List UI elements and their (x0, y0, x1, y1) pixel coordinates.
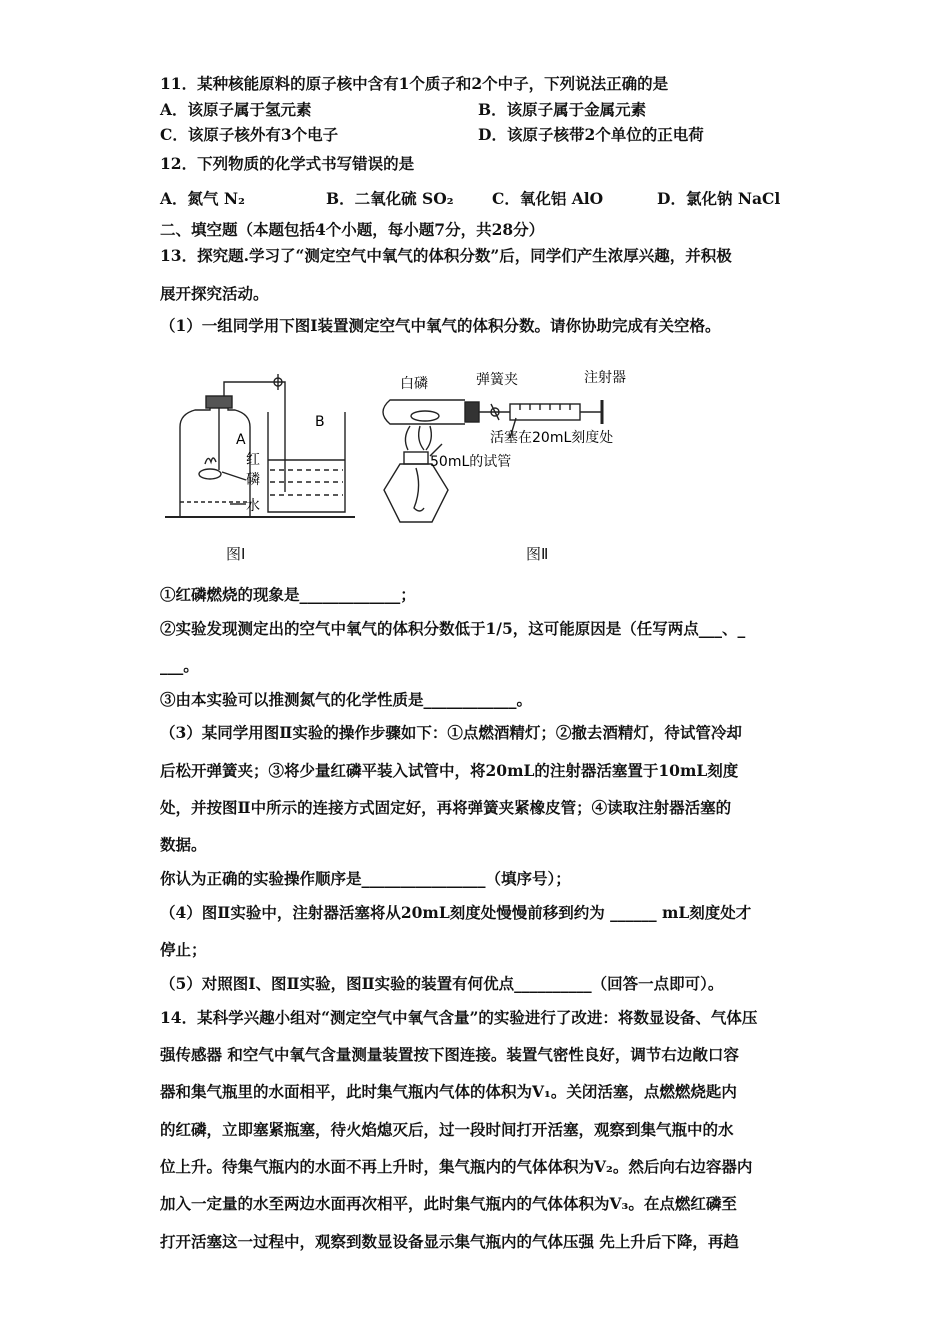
q12-option-c: C．氧化铝 AlO (492, 189, 604, 208)
label-piston: 活塞在20mL刻度处 (490, 430, 614, 446)
q12-stem: 12．下列物质的化学式书写错误的是 (160, 154, 415, 173)
label-white-phosphorus: 白磷 (400, 376, 428, 392)
q13-sub-2a: ②实验发现测定出的空气中氧气的体积分数低于1/5，这可能原因是（任写两点___、_ (160, 619, 746, 638)
q13-part3-line-4: 数据。 (160, 835, 207, 854)
q13-line-3: （1）一组同学用下图Ⅰ装置测定空气中氧气的体积分数。请你协助完成有关空格。 (160, 316, 721, 335)
label-b: B (315, 414, 325, 430)
q13-part3-line-3: 处，并按图Ⅱ中所示的连接方式固定好，再将弹簧夹紧橡皮管；④读取注射器活塞的 (160, 798, 732, 817)
q13-sub-3: ③由本实验可以推测氮气的化学性质是____________。 (160, 690, 533, 709)
q14-line-4: 的红磷，立即塞紧瓶塞，待火焰熄灭后，过一段时间打开活塞，观察到集气瓶中的水 (160, 1120, 734, 1139)
q13-part3-line-2: 后松开弹簧夹；③将少量红磷平装入试管中，将20mL的注射器活塞置于10mL刻度 (160, 761, 739, 780)
q11-option-a: A．该原子属于氢元素 (160, 100, 312, 119)
q14-line-1: 14．某科学兴趣小组对“测定空气中氧气含量”的实验进行了改进：将数显设备、气体压 (160, 1008, 758, 1027)
q14-line-7: 打开活塞这一过程中，观察到数显设备显示集气瓶内的气体压强 先上升后下降，再趋 (160, 1232, 739, 1251)
q13-sub-2b: ___。 (160, 656, 199, 675)
label-red-1: 红 (246, 452, 260, 468)
q11-option-c: C．该原子核外有3个电子 (160, 125, 339, 144)
q12-option-b: B．二氧化硫 SO₂ (326, 189, 454, 208)
figure-2-caption: 图Ⅱ (526, 545, 549, 563)
q13-part4-line-1: （4）图Ⅱ实验中，注射器活塞将从20mL刻度处慢慢前移到约为 ______ mL刻度处才 (160, 903, 752, 922)
q13-part3-line-1: （3）某同学用图Ⅱ实验的操作步骤如下：①点燃酒精灯；②撤去酒精灯，待试管冷却 (160, 723, 742, 742)
label-spring-clip: 弹簧夹 (476, 372, 518, 388)
section-heading: 二、填空题（本题包括4个小题，每小题7分，共28分） (160, 220, 545, 239)
q14-line-5: 位上升。待集气瓶内的水面不再上升时，集气瓶内的气体体积为V₂。然后向右边容器内 (160, 1157, 753, 1176)
label-red-2: 磷 (246, 472, 260, 488)
q13-part3-line-5: 你认为正确的实验操作顺序是________________（填序号）； (160, 869, 571, 888)
figure-1-caption: 图Ⅰ (226, 545, 246, 563)
label-test-tube: 50mL的试管 (430, 454, 512, 470)
q14-line-3: 器和集气瓶里的水面相平，此时集气瓶内气体的体积为V₁。关闭活塞，点燃燃烧匙内 (160, 1082, 737, 1101)
q13-sub-1: ①红磷燃烧的现象是_____________； (160, 585, 416, 604)
q14-line-2: 强传感器 和空气中氧气含量测量装置按下图连接。装置气密性良好，调节右边敞口容 (160, 1045, 739, 1064)
figure-2-apparatus (370, 360, 650, 530)
label-a: A (236, 432, 246, 448)
q11-stem: 11．某种核能原料的原子核中含有1个质子和2个中子，下列说法正确的是 (160, 74, 669, 93)
q13-line-1: 13．探究题.学习了“测定空气中氧气的体积分数”后，同学们产生浓厚兴趣，并积极 (160, 246, 732, 265)
q12-option-d: D．氯化钠 NaCl (657, 189, 781, 208)
q14-line-6: 加入一定量的水至两边水面再次相平，此时集气瓶内的气体体积为V₃。在点燃红磷至 (160, 1194, 737, 1213)
q11-option-d: D．该原子核带2个单位的正电荷 (478, 125, 704, 144)
label-water: 水 (246, 498, 260, 514)
q12-option-a: A．氮气 N₂ (160, 189, 245, 208)
q13-part5: （5）对照图Ⅰ、图Ⅱ实验，图Ⅱ实验的装置有何优点__________（回答一点即可）。 (160, 974, 724, 993)
q13-line-2: 展开探究活动。 (160, 284, 269, 303)
label-syringe: 注射器 (584, 370, 626, 386)
figure-1-apparatus (160, 352, 360, 527)
q13-part4-line-2: 停止； (160, 940, 207, 959)
q11-option-b: B．该原子属于金属元素 (478, 100, 647, 119)
